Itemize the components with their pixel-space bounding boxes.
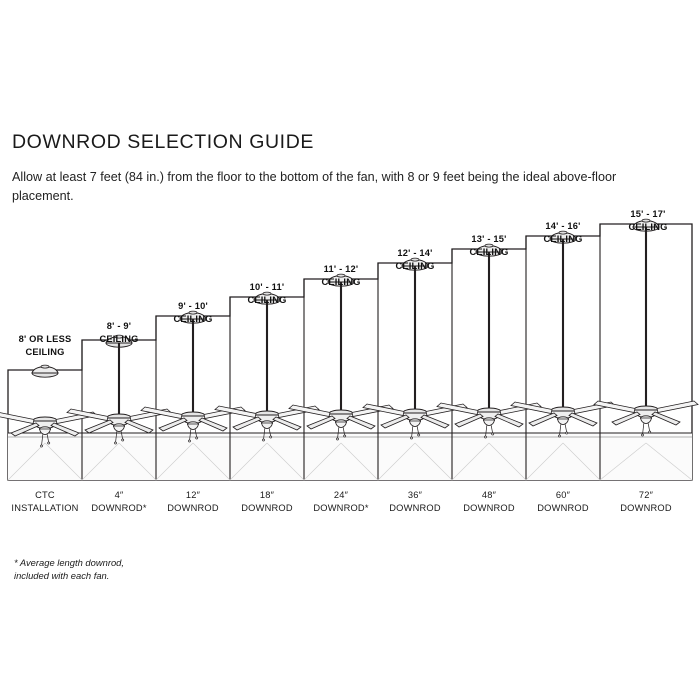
caption-9-line2: DOWNROD — [620, 502, 672, 513]
ceiling-label-4-line1: 10' - 11' — [249, 282, 285, 292]
caption-1-line2: INSTALLATION — [11, 502, 79, 513]
caption-column-2 — [82, 489, 156, 514]
caption-column-4 — [230, 489, 304, 514]
ceiling-label-6 — [378, 247, 452, 272]
ceiling-label-1-line1: 8' OR LESS — [18, 334, 72, 344]
caption-8-line1: 60″ — [555, 490, 571, 500]
footnote-line-2: included with each fan. — [14, 570, 110, 581]
ceiling-label-9 — [604, 208, 692, 233]
caption-column-8 — [526, 489, 600, 514]
caption-3-line1: 12″ — [185, 490, 201, 500]
ceiling-label-8 — [526, 220, 600, 245]
ceiling-label-7-line1: 13' - 15' — [471, 234, 507, 244]
ceiling-label-7 — [452, 233, 526, 258]
caption-column-9 — [600, 489, 692, 514]
caption-column-1 — [8, 489, 82, 514]
caption-7-line1: 48″ — [481, 490, 497, 500]
caption-1-line1: CTC — [35, 490, 55, 500]
caption-column-3 — [156, 489, 230, 514]
caption-8-line2: DOWNROD — [537, 502, 589, 513]
caption-4-line2: DOWNROD — [241, 502, 293, 513]
caption-6-line1: 36″ — [407, 490, 423, 500]
ceiling-label-4 — [230, 281, 304, 306]
page-subtitle: Allow at least 7 feet (84 in.) from the floor to the bottom of the fan, with 8 or 9 feet being the ideal above-floor placement. — [12, 169, 617, 203]
ceiling-label-1 — [8, 333, 82, 358]
page-title: DOWNROD SELECTION GUIDE — [12, 131, 314, 154]
caption-2-line1: 4″ — [114, 490, 124, 500]
ceiling-label-2-line1: 8' - 9' — [106, 321, 132, 331]
ceiling-label-6-line2: CEILING — [395, 260, 435, 271]
ceiling-label-1-line2: CEILING — [25, 346, 65, 357]
ceiling-label-5-line2: CEILING — [321, 276, 361, 287]
ceiling-label-3-line1: 9' - 10' — [178, 301, 208, 311]
ceiling-label-5-line1: 11' - 12' — [323, 264, 359, 274]
caption-9-line1: 72″ — [638, 490, 654, 500]
caption-5-line2: DOWNROD* — [313, 502, 369, 513]
ceiling-label-8-line2: CEILING — [543, 233, 583, 244]
caption-2-line2: DOWNROD* — [91, 502, 147, 513]
ceiling-label-4-line2: CEILING — [247, 294, 287, 305]
caption-4-line1: 18″ — [259, 490, 275, 500]
caption-3-line2: DOWNROD — [167, 502, 219, 513]
footnote — [14, 556, 124, 582]
ceiling-label-9-line1: 15' - 17' — [630, 209, 666, 219]
ceiling-label-9-line2: CEILING — [628, 221, 668, 232]
ceiling-label-3 — [156, 300, 230, 325]
ceiling-label-6-line1: 12' - 14' — [397, 248, 433, 258]
caption-column-5 — [304, 489, 378, 514]
caption-6-line2: DOWNROD — [389, 502, 441, 513]
ceiling-label-3-line2: CEILING — [173, 313, 213, 324]
ceiling-label-8-line1: 14' - 16' — [545, 221, 581, 231]
caption-7-line2: DOWNROD — [463, 502, 515, 513]
ceiling-label-7-line2: CEILING — [469, 246, 509, 257]
ceiling-label-2 — [82, 320, 156, 345]
ceiling-label-2-line2: CEILING — [99, 333, 139, 344]
caption-column-7 — [452, 489, 526, 514]
ceiling-label-5 — [304, 263, 378, 288]
footnote-line-1: * Average length downrod, — [14, 557, 124, 568]
caption-5-line1: 24″ — [333, 490, 349, 500]
caption-column-6 — [378, 489, 452, 514]
